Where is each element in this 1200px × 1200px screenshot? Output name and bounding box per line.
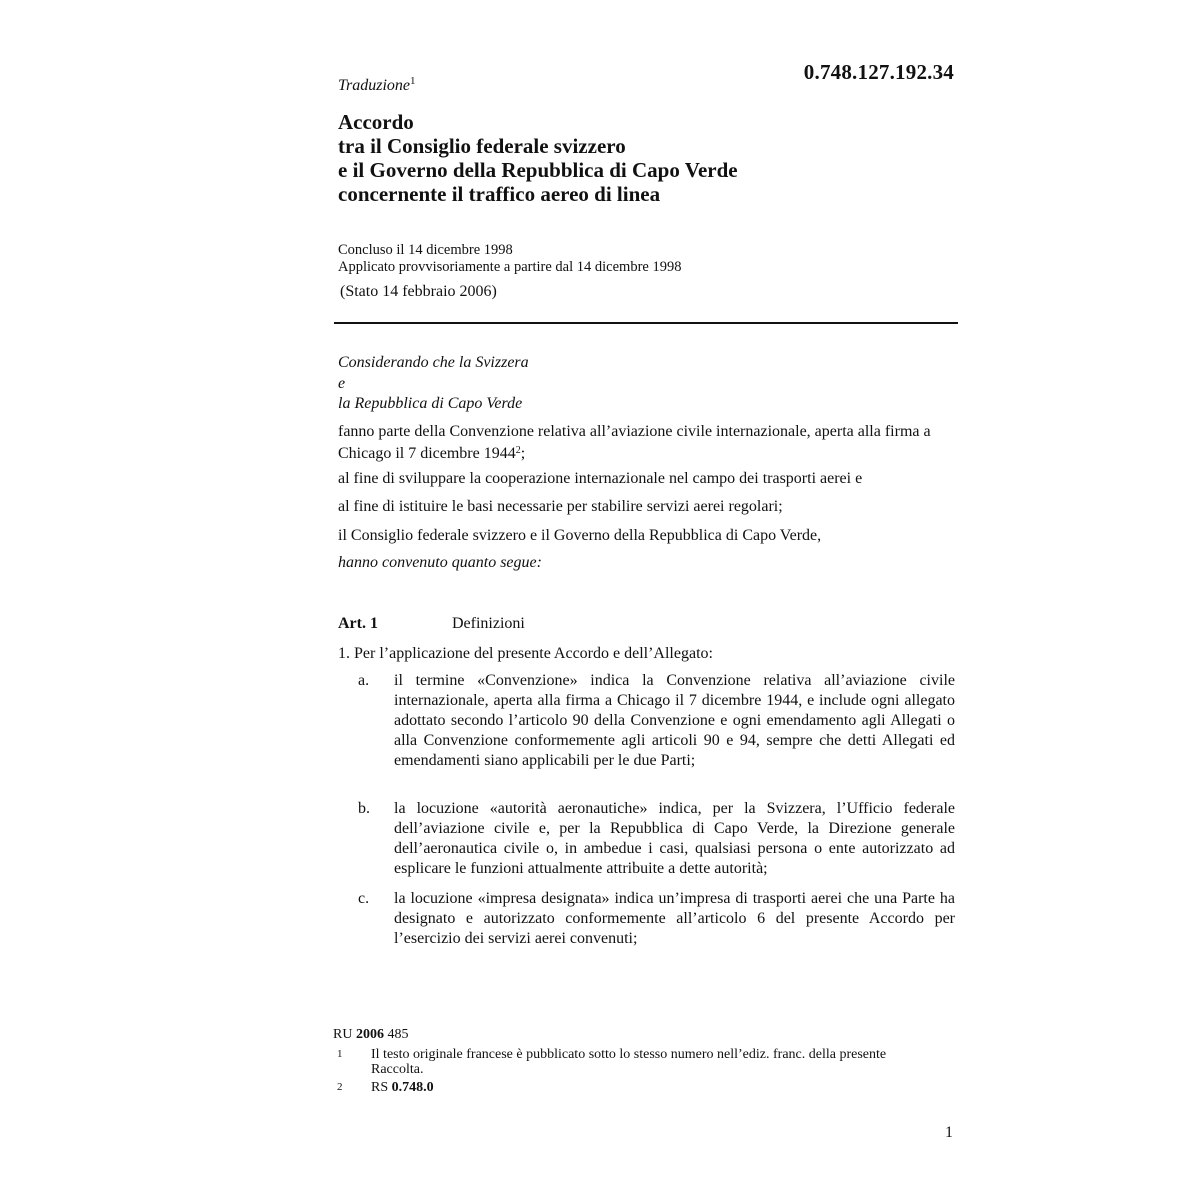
footnote-number: 1 (337, 1048, 343, 1060)
footnote-sr-link[interactable]: 0.748.0 (391, 1080, 434, 1095)
item-text: la locuzione «impresa designata» indica un’impresa di trasporti aerei che una Parte ha designato e autorizzato conformemente all’articolo 6 del presente Accordo per l’esercizio dei servizi aerei convenuti; (394, 890, 955, 947)
footnote-2 (337, 1080, 937, 1095)
preamble-paragraph-5: hanno convenuto quanto segue: (338, 554, 542, 571)
preamble-paragraph-1 (338, 422, 955, 463)
article-intro: 1. Per l’applicazione del presente Accordo e dell’Allegato: (338, 645, 713, 662)
definition-item-a (358, 671, 955, 771)
title-line: tra il Consiglio federale svizzero (338, 134, 626, 158)
preamble-p1-end: ; (520, 445, 526, 462)
page-number: 1 (945, 1124, 953, 1141)
article-heading (338, 615, 525, 633)
status-date: (Stato 14 febbraio 2006) (340, 283, 497, 300)
item-label: b. (358, 800, 370, 817)
item-label: a. (358, 672, 370, 689)
item-label: c. (358, 890, 370, 907)
title-line: Accordo (338, 110, 414, 134)
definition-item-c (358, 889, 955, 949)
preamble-and: e (338, 375, 346, 392)
article-number: Art. 1 (338, 615, 378, 632)
preamble-paragraph-2: al fine di sviluppare la cooperazione internazionale nel campo dei trasporti aerei e (338, 470, 863, 487)
item-text: la locuzione «autorità aeronautiche» indica, per la Svizzera, l’Ufficio federale dell’aviazione civile e, per la Repubblica di Capo Verde, la Direzione generale dell’aeronautica civile o, in ambedue i casi, qualsiasi persona o ente autorizzato ad esplicare le funzioni attualmente attribuite a dette autorità; (394, 800, 955, 877)
ru-year: 2006 (355, 1027, 384, 1042)
preamble-considering: Considerando che la Svizzera (338, 354, 529, 371)
preamble-cape-verde: la Repubblica di Capo Verde (338, 395, 523, 412)
article-title: Definizioni (452, 615, 525, 632)
preamble-paragraph-4: il Consiglio federale svizzero e il Governo della Repubblica di Capo Verde, (338, 527, 822, 544)
definition-item-b (358, 799, 955, 879)
ru-reference (333, 1027, 408, 1043)
footnote-1 (337, 1047, 937, 1077)
sr-number: 0.748.127.192.34 (803, 60, 954, 84)
footnote-prefix: RS (371, 1080, 392, 1095)
translation-text: Traduzione (338, 77, 411, 94)
preamble-paragraph-3: al fine di istituire le basi necessarie per stabilire servizi aerei regolari; (338, 498, 783, 515)
ru-page: 485 (383, 1027, 409, 1042)
ru-prefix: RU (333, 1027, 356, 1042)
footnote-text: Il testo originale francese è pubblicato sotto lo stesso numero nell’ediz. franc. della presente Raccolta. (371, 1047, 887, 1077)
header-divider (334, 322, 958, 324)
title-line: e il Governo della Repubblica di Capo Verde (338, 158, 738, 182)
footnote-ref-2[interactable]: 2 (515, 445, 521, 456)
preamble-p1-text: fanno parte della Convenzione relativa all’aviazione civile internazionale, aperta alla firma a Chicago il 7 dicembre 1944 (338, 423, 931, 462)
concluded-date: Concluso il 14 dicembre 1998 (338, 242, 513, 258)
applied-date: Applicato provvisoriamente a partire dal 14 dicembre 1998 (338, 259, 682, 275)
document-title (338, 110, 738, 206)
translation-label (338, 75, 416, 95)
footnote-number: 2 (337, 1081, 343, 1093)
title-line: concernente il traffico aereo di linea (338, 182, 661, 206)
footnote-text (371, 1080, 937, 1095)
item-text: il termine «Convenzione» indica la Convenzione relativa all’aviazione civile internazionale, aperta alla firma a Chicago il 7 dicembre 1944, e include ogni allegato adottato secondo l’articolo 90 della Convenzione e ogni emendamento agli Allegati o alla Convenzione conformemente agli articoli 90 e 94, sempre che detti Allegati ed emendamenti siano applicabili per le due Parti; (394, 672, 955, 769)
footnote-ref-1[interactable]: 1 (410, 75, 416, 87)
document-meta (338, 242, 681, 276)
